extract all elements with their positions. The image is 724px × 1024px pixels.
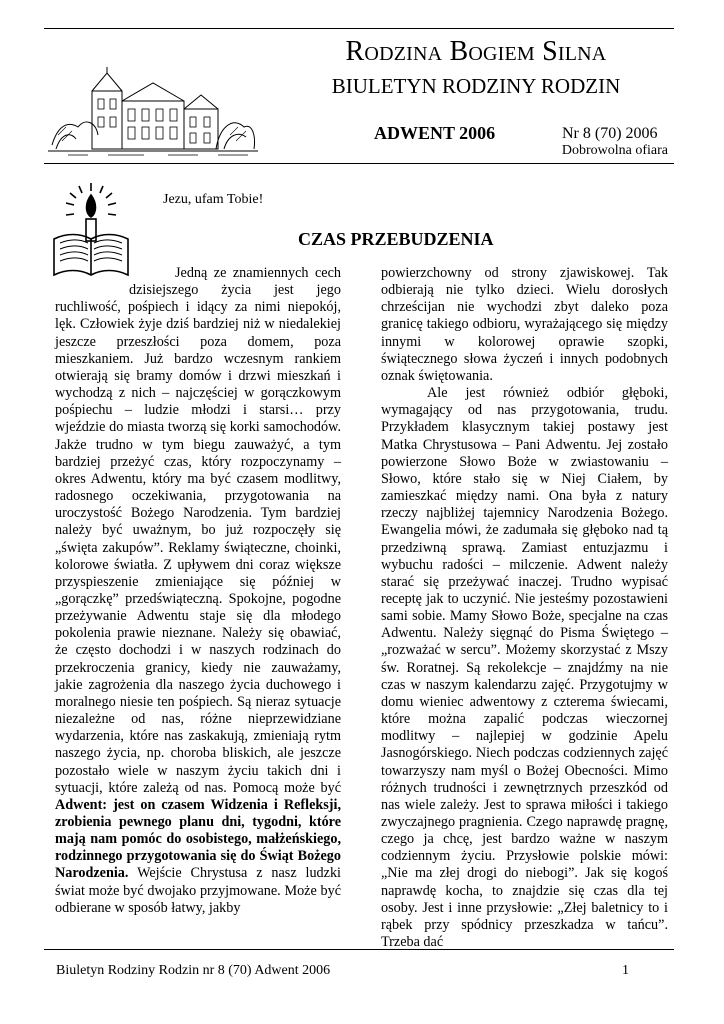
lead-text: Jedną ze znamiennych cech dzisiejszego życia jest jego ruchliwość, pośpiech i idący za nimi niepokój, lęk. Człowiek żyje dziś bardziej niż w niedalekiej jeszcze przeszłości poza domem, poza mieszkaniem. Już bardzo wczesnym rankiem otwierają się bramy domów i drzwi mieszkań i wychodzą z nich – najczęściej w gorączkowym pośpiechu – ludzie młodzi i starsi… przy wjeździe do miasta tworzą się korki samochodów. Jakże trudno w tym biegu zauważyć, a tym bardziej przeżyć czas, który rozpoczynamy – okres Adwentu, który ma być czasem modlitwy, radosnego oczekiwania, przygotowania na uroczystość Bożego Narodzenia. Tym bardziej należy być uważnym, bo już rozpoczęły się „święta zakupów”. Reklamy świąteczne, choinki, kolorowe światła. Z upływem dni coraz większe przyspieszenie zmieniające się później w „gorączkę” przedświąteczną. Spokojne, pogodne przeżywanie Adwentu staje się dla młodego pokolenia prawie nieznane. Należy się obawiać, że często dochodzi i w naszych rodzinach do przekroczenia granicy, kiedy nie zauważamy, jakie zagrożenia dla naszego życia duchowego i moralnego niesie ten pośpiech. Są nieraz sytuacje niezależne od nas, różne nieprzewidziane wydarzenia, które nas zaskakują, zmieniają rytm naszego życia, np. choroba bliskich, ale jeszcze pozostało wiele w naszym życiu takich dni i sytuacji, które zależą od nas. Pomocą może być: [55, 265, 341, 796]
footer-divider: [44, 949, 674, 950]
church-building-illustration: [48, 65, 258, 159]
article-paragraph: Ale jest również odbiór głęboki, wymagający od nas przygotowania, trudu. Przykładem klasycznym takiej postawy jest Matka Chrystusowa – Pani Adwentu. Jej zostało powierzone Słowo Boże w zwiastowaniu – Słowo, które stało się w Niej Ciałem, by zamieszkać między nami. Ona była z natury rzeczy najbliżej tajemnicy Narodzenia Bożego. Ewangelia mówi, że zadumała się głęboko nad tą przedziwną sprawą. Zamiast entuzjazmu i wybuchu radości – milczenie. Adwent należy starać się przeżywać inaczej. Trudno wypisać receptę jak to uczynić. Nie jesteśmy pozostawieni sami sobie. Mamy Słowo Boże, specjalne na czas Adwentu. Należy sięgnąć do Pisma Świętego – „rozważać w sercu”. Możemy skorzystać z Mszy św. Roratnej. Są rekolekcje – znajdźmy na nie czas w naszym kalendarzu zajęć. Przygotujmy w domu wieniec adwentowy z czterema świecami, które można zapalić podczas wieczornej modlitwy – najlepiej w godzinie Apelu Jasnogórskiego. Niech podczas codziennych zajęć towarzyszy nam myśl o Bożej Obecności. Mimo różnych trudności i zewnętrznych przeszkód od nas wiele zależy. Jest to sprawa miłości i takiego zwyczajnego pragnienia. Czego naprawdę pragnę, czego ja chcę, jest bardzo ważne w naszym codziennym życiu. Przysłowie polskie mówi: „Nie ma złej drogi do niebogi”. Jak się kogoś naprawdę kocha, to znajdzie się czas dla tej osoby. Jest i inne przysłowie: „Złej baletnicy to i rąbek przy spódnicy przeszkadza w tańcu”. Trzeba dać: [381, 385, 668, 951]
article-column-right: [381, 265, 668, 951]
article-title: CZAS PRZEBUDZENIA: [298, 229, 494, 249]
tail-text: Wejście Chrystusa z nasz ludzki świat może być dwojako przyjmowane. Może być odbierane w sposób łatwy, jakby: [55, 865, 341, 916]
price-note: Dobrowolna ofiara: [561, 143, 668, 158]
bulletin-title: Rodzina Bogiem Silna: [345, 36, 607, 67]
season-label: ADWENT 2006: [374, 123, 496, 143]
footer-text: Biuletyn Rodziny Rodzin nr 8 (70) Adwent 2006: [56, 963, 331, 978]
motto: Jezu, ufam Tobie!: [163, 192, 264, 207]
emphasis-text: Adwent: jest on czasem Widzenia i Refleksji, zrobienia pewnego planu dni, tygodni, które mają nam pomóc do osobistego, małżeńskiego, rodzinnego przygotowania się do Świąt Bożego Narodzenia.: [55, 796, 341, 882]
article-column-left: [55, 265, 341, 917]
masthead: [44, 28, 674, 164]
article-paragraph: powierzchowny od strony zjawiskowej. Tak odbierają nie tylko dzieci. Wielu dorosłych chrześcijan nie wychodzi zbyt daleko poza granicę takiego odbioru, wyrażającego się między innymi w kolorowej oprawie szopki, świątecznego słowa życzeń i innych podobnych oznak świętowania.: [381, 265, 668, 384]
page-number: 1: [622, 963, 629, 978]
drop-space: [55, 265, 129, 283]
issue-number: Nr 8 (70) 2006: [562, 125, 658, 142]
bulletin-subtitle: BIULETYN RODZINY RODZIN: [331, 74, 621, 98]
article-paragraph: [55, 265, 341, 917]
